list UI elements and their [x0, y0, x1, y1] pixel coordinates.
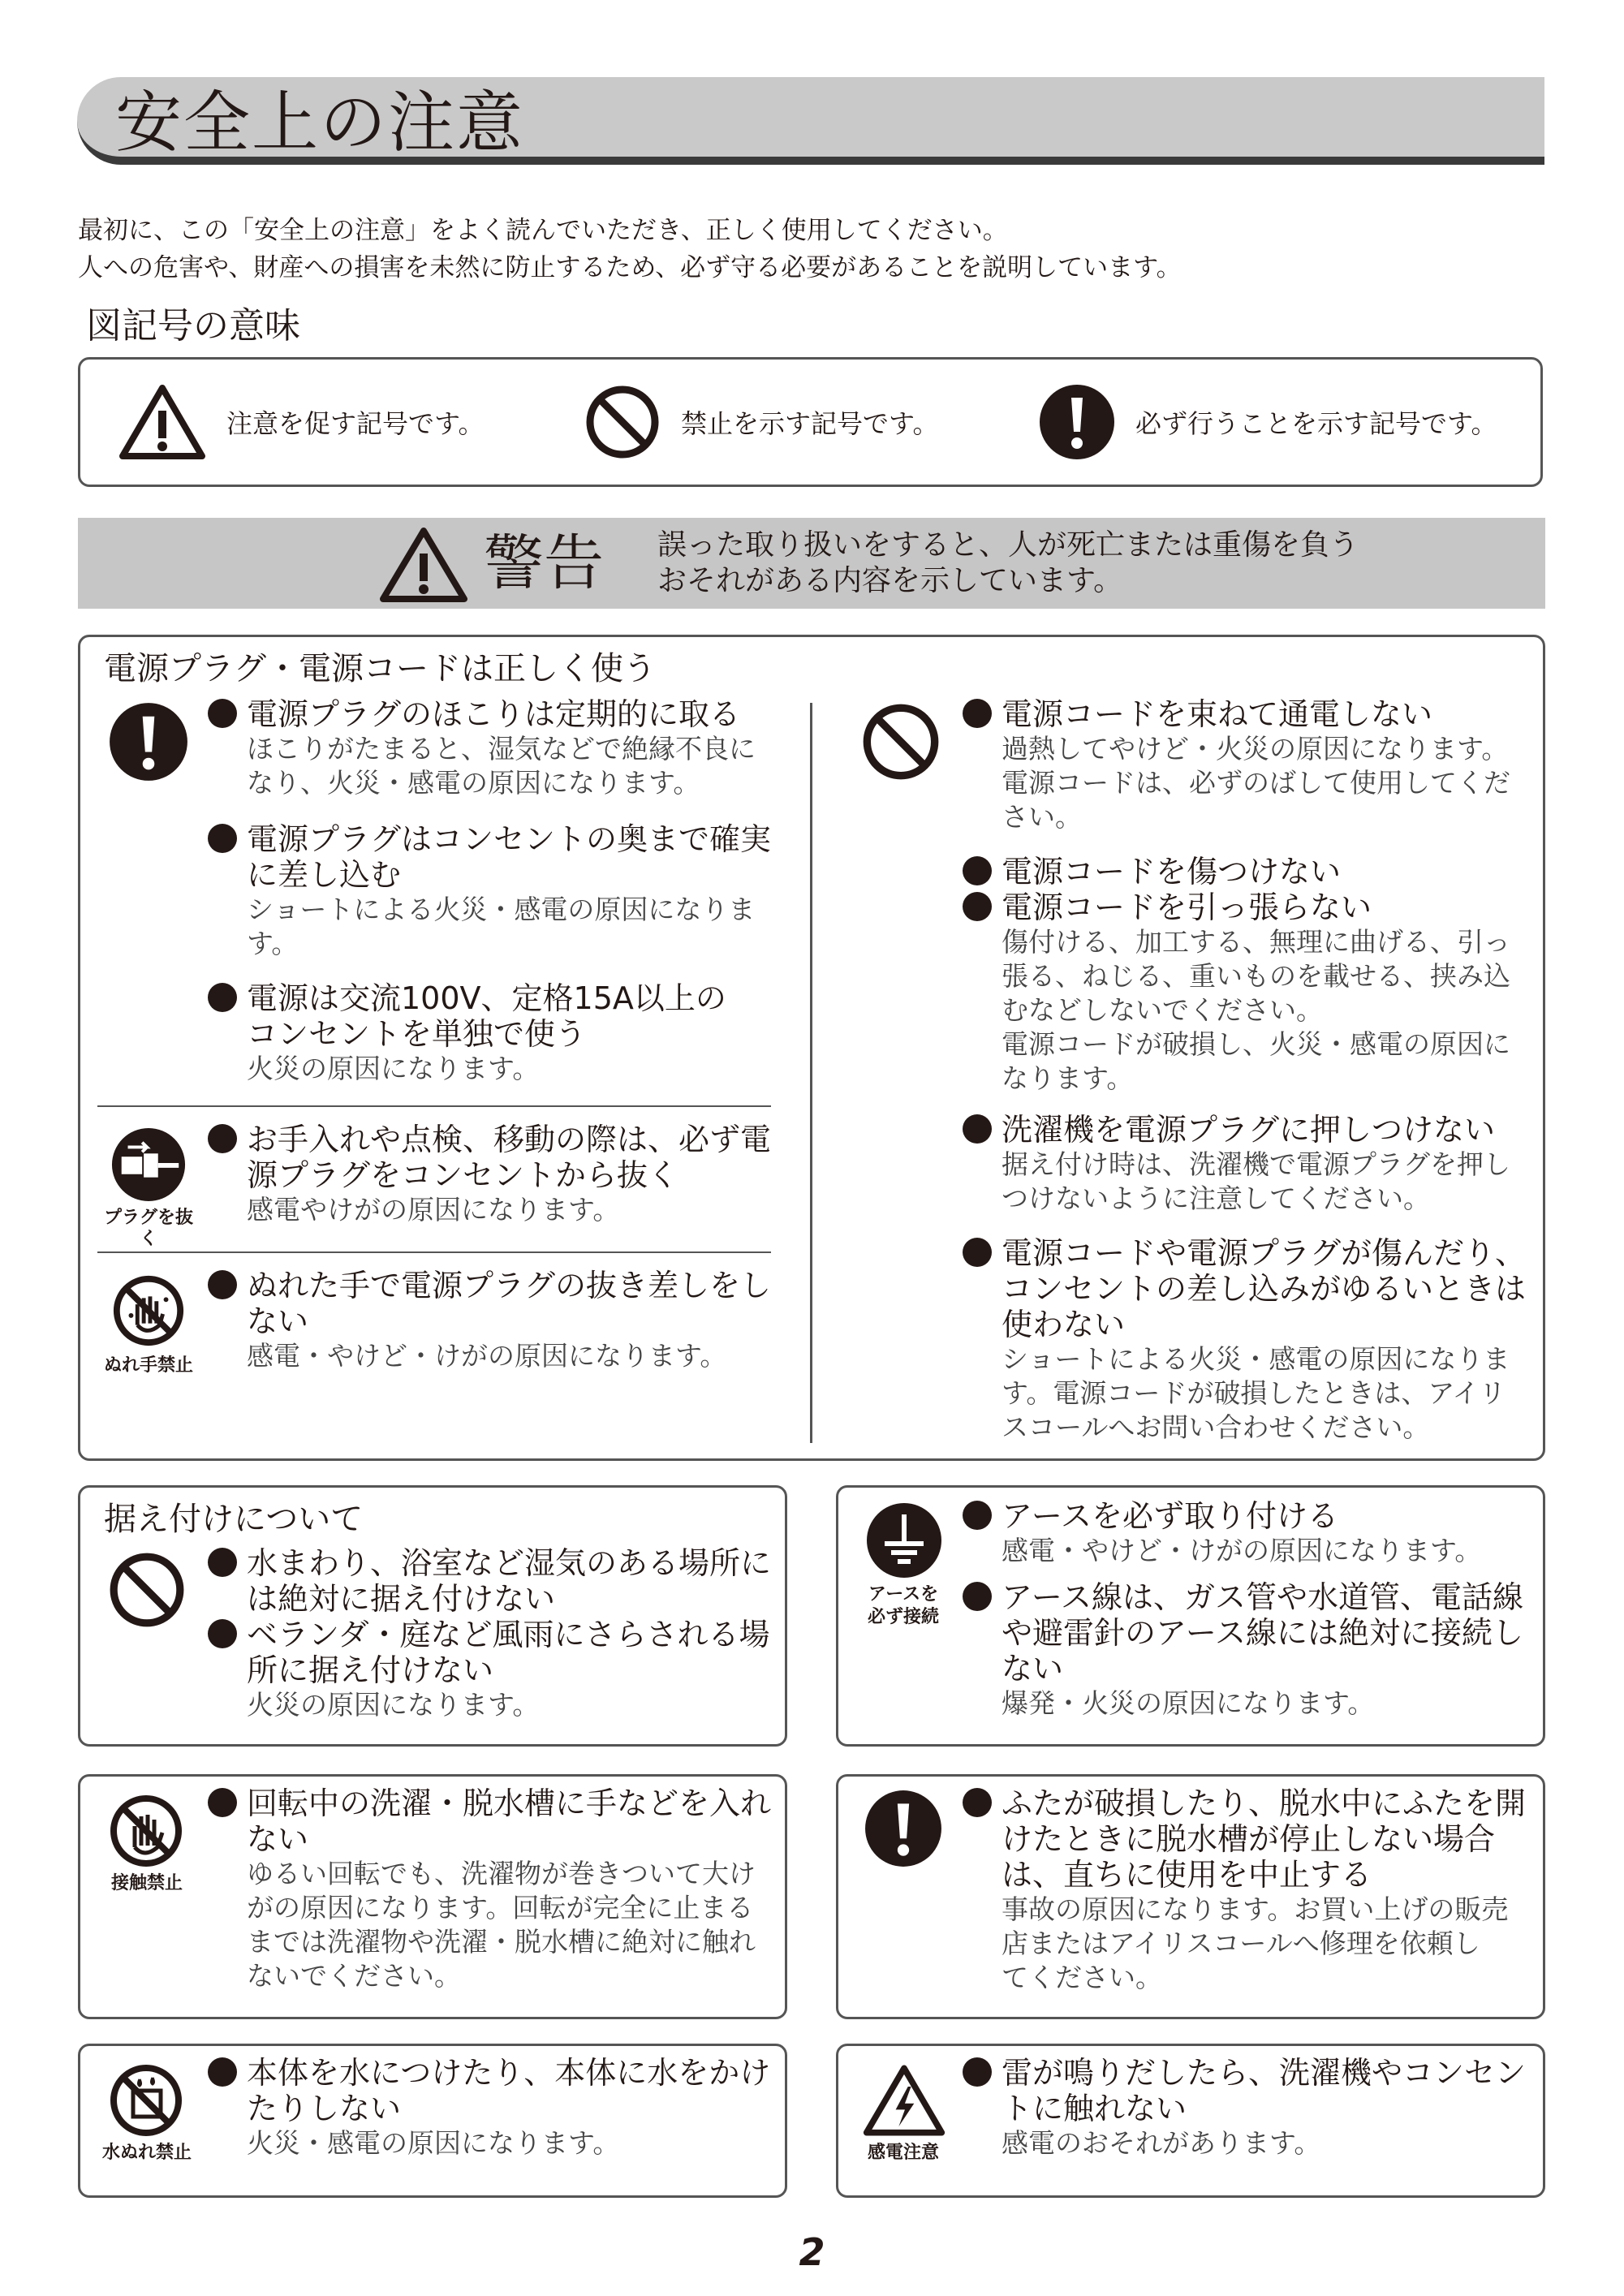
bullet	[963, 1582, 992, 1611]
bullet	[963, 1114, 992, 1144]
power-left-item-4: お手入れや点検、移動の際は、必ず電 源プラグをコンセントから抜く 感電やけがの原因になります。	[208, 1122, 784, 1227]
prohibit-legend	[584, 360, 938, 485]
unplug-icon	[110, 1126, 187, 1203]
mandatory-exclamation-icon	[1038, 383, 1116, 461]
caution-triangle-icon	[118, 383, 207, 461]
bullet	[963, 856, 992, 885]
bullet	[208, 699, 237, 728]
earth-item: アースを必ず取り付ける 感電・やけど・けがの原因になります。 アース線は、ガス管や水道管、電話線 や避雷針のアース線には絶対に接続し ない 爆発・火災の原因になります。	[963, 1498, 1531, 1721]
caution-legend	[118, 360, 484, 485]
prohibition-icon	[860, 701, 941, 782]
spin-tub-item: 回転中の洗濯・脱水槽に手などを入れ ない ゆるい回転でも、洗濯物が巻きついて大け がの原因になります。回転が完全に止まる までは洗濯物や洗濯・脱水槽に絶対に触れ ないでください。	[208, 1786, 776, 1993]
intro-line-2: 人への危害や、財産への損害を未然に防止するため、必ず守る必要があることを説明しています。	[78, 253, 1182, 282]
no-touch-caption: 接触禁止	[110, 1873, 183, 1893]
page-number: 2	[799, 2230, 825, 2274]
electric-shock-caption: 感電注意	[867, 2143, 939, 2163]
ground-icon	[865, 1501, 943, 1579]
warning-description-1: 誤った取り扱いをすると、人が死亡または重傷を負う	[657, 528, 1359, 562]
row-divider	[97, 1105, 771, 1107]
row-divider	[97, 1251, 771, 1253]
warning-triangle-icon	[378, 526, 469, 604]
power-right-item-3: 洗濯機を電源プラグに押しつけない 据え付け時は、洗濯機で電源プラグを押し つけないように注意してください。	[963, 1112, 1531, 1216]
no-wet-hands-caption: ぬれ手禁止	[103, 1355, 193, 1376]
bullet	[208, 2057, 237, 2087]
unplug-caption: プラグを抜く	[103, 1208, 193, 1249]
no-water-icon	[107, 2061, 185, 2139]
caution-legend-text: 注意を促す記号です。	[226, 408, 485, 439]
bullet	[208, 983, 237, 1012]
power-left-item-5: ぬれた手で電源プラグの抜き差しをし ない 感電・やけど・けがの原因になります。	[208, 1268, 784, 1373]
mandatory-legend	[1038, 360, 1497, 485]
thunder-item: 雷が鳴りだしたら、洗濯機やコンセン トに触れない 感電のおそれがあります。	[963, 2055, 1531, 2160]
prohibit-legend-text: 禁止を示す記号です。	[681, 408, 939, 439]
bullet	[208, 824, 237, 853]
bullet	[963, 699, 992, 728]
water-item: 本体を水につけたり、本体に水をかけ たりしない 火災・感電の原因になります。	[208, 2055, 776, 2160]
power-left-item-2: 電源プラグはコンセントの奥まで確実 に差し込む ショートによる火災・感電の原因になりま す。	[208, 821, 784, 961]
symbol-legend-box	[78, 357, 1543, 487]
earth-caption-2: 必ず接続	[867, 1607, 939, 1627]
installation-title: 据え付けについて	[104, 1501, 364, 1538]
symbols-heading: 図記号の意味	[86, 305, 300, 347]
bullet	[963, 1238, 992, 1267]
power-right-item-1: 電源コードを束ねて通電しない 過熱してやけど・火災の原因になります。 電源コードは、必ずのばして使用してくだ さい。	[963, 696, 1531, 834]
power-section-title: 電源プラグ・電源コードは正しく使う	[104, 650, 656, 687]
no-touch-icon	[107, 1792, 185, 1870]
installation-item: 水まわり、浴室など湿気のある場所に は絶対に据え付けない ベランダ・庭など風雨にさらされる場 所に据え付けない 火災の原因になります。	[208, 1545, 776, 1722]
power-right-item-4: 電源コードや電源プラグが傷んだり、 コンセントの差し込みがゆるいときは 使わない ショートによる火災・感電の原因になりま す。電源コードが破損したときは、アイリ スコールへお問い合わせください。	[963, 1235, 1531, 1445]
prohibition-icon	[584, 383, 661, 461]
bullet	[963, 2057, 992, 2087]
power-right-item-2: 電源コードを傷つけない 電源コードを引っ張らない 傷付ける、加工する、無理に曲げる、引っ 張る、ねじる、重いものを載せる、挟み込 むなどしないでください。 電源コードが破損し、火災・感電の原因に なります。	[963, 854, 1531, 1096]
prohibition-icon	[107, 1550, 187, 1630]
mandatory-exclamation-icon	[108, 701, 189, 782]
bullet	[208, 1788, 237, 1817]
column-divider	[810, 703, 812, 1443]
electric-shock-icon	[862, 2063, 946, 2138]
no-water-caption: 水ぬれ禁止	[101, 2143, 192, 2163]
bullet	[208, 1548, 237, 1577]
lid-item: ふたが破損したり、脱水中にふたを開 けたときに脱水槽が停止しない場合 は、直ちに使用を中止する 事故の原因になります。お買い上げの販売 店またはアイリスコールへ修理を依頼し てください。	[963, 1786, 1531, 1995]
bullet	[963, 1501, 992, 1530]
bullet	[963, 892, 992, 921]
bullet	[208, 1270, 237, 1299]
warning-description-2: おそれがある内容を示しています。	[657, 564, 1123, 597]
bullet	[208, 1619, 237, 1648]
power-left-item-3: 電源は交流100V、定格15A以上の コンセントを単独で使う 火災の原因になります。	[208, 980, 784, 1086]
power-left-item-1: 電源プラグのほこりは定期的に取る ほこりがたまると、湿気などで絶縁不良に なり、火災・感電の原因になります。	[208, 696, 784, 800]
bullet	[208, 1124, 237, 1153]
page-title: 安全上の注意	[115, 84, 525, 162]
mandatory-legend-text: 必ず行うことを示す記号です。	[1135, 408, 1497, 439]
warning-word: 警告	[484, 528, 604, 598]
earth-caption-1: アースを	[868, 1584, 939, 1605]
intro-line-1: 最初に、この「安全上の注意」をよく読んでいただき、正しく使用してください。	[78, 216, 1008, 245]
mandatory-exclamation-icon	[864, 1789, 943, 1868]
no-wet-hands-icon	[110, 1273, 187, 1349]
bullet	[963, 1788, 992, 1817]
